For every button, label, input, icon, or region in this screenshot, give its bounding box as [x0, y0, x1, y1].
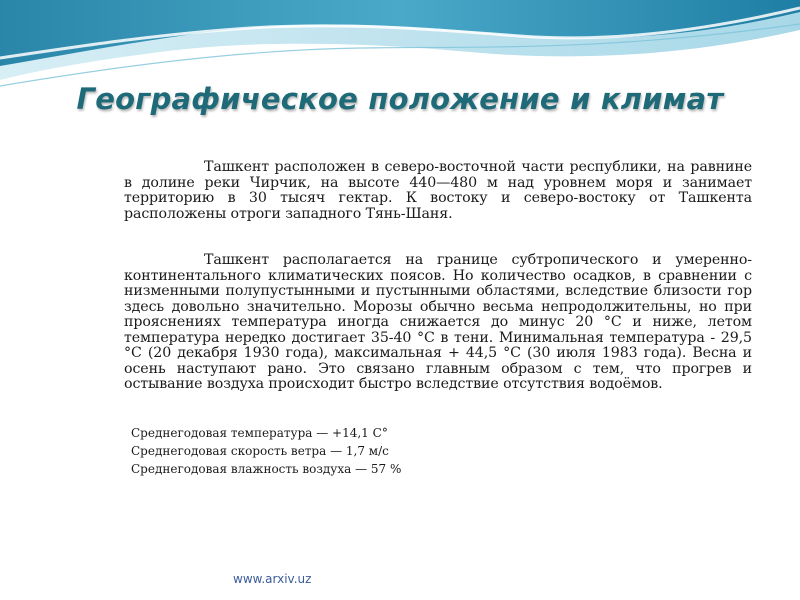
slide-title: Географическое положение и климат: [76, 82, 724, 116]
paragraph-climate: Ташкент располагается на границе субтропического и умеренно-континентального климатических поясов. Но количество осадков, в сравнении с низменными полупустынными и пустынными областями, вследствие близости гор здесь довольно значительно. Морозы обычно весьма непродолжительны, но при прояснениях температура иногда снижается до минус 20 °C и ниже, летом температура нередко достигает 35-40 °C в тени. Минимальная температура - 29,5 °C (20 декабря 1930 года), максимальная + 44,5 °C (30 июля 1983 года). Весна и осень наступают рано. Это связано главным образом с тем, что прогрев и остывание воздуха происходит быстро вследствие отсутствия водоёмов.: [124, 252, 752, 392]
stat-avg-wind-speed: Среднегодовая скорость ветра — 1,7 м/с: [131, 444, 389, 458]
climate-stats-list: [131, 424, 401, 478]
stat-avg-humidity: Среднегодовая влажность воздуха — 57 %: [131, 462, 402, 476]
stat-avg-temperature: Среднегодовая температура — +14,1 C°: [131, 426, 388, 440]
body-text: [124, 160, 752, 393]
paragraph-location: Ташкент расположен в северо-восточной части республики, на равнине в долине реки Чирчик, на высоте 440—480 м над уровнем моря и занимает территорию в 30 тысяч гектар. К востоку и северо-востоку от Ташкента расположены отроги западного Тянь-Шаня.: [124, 159, 752, 222]
footer-url-link[interactable]: www.arxiv.uz: [233, 572, 312, 586]
decorative-wave-header: [0, 0, 800, 95]
